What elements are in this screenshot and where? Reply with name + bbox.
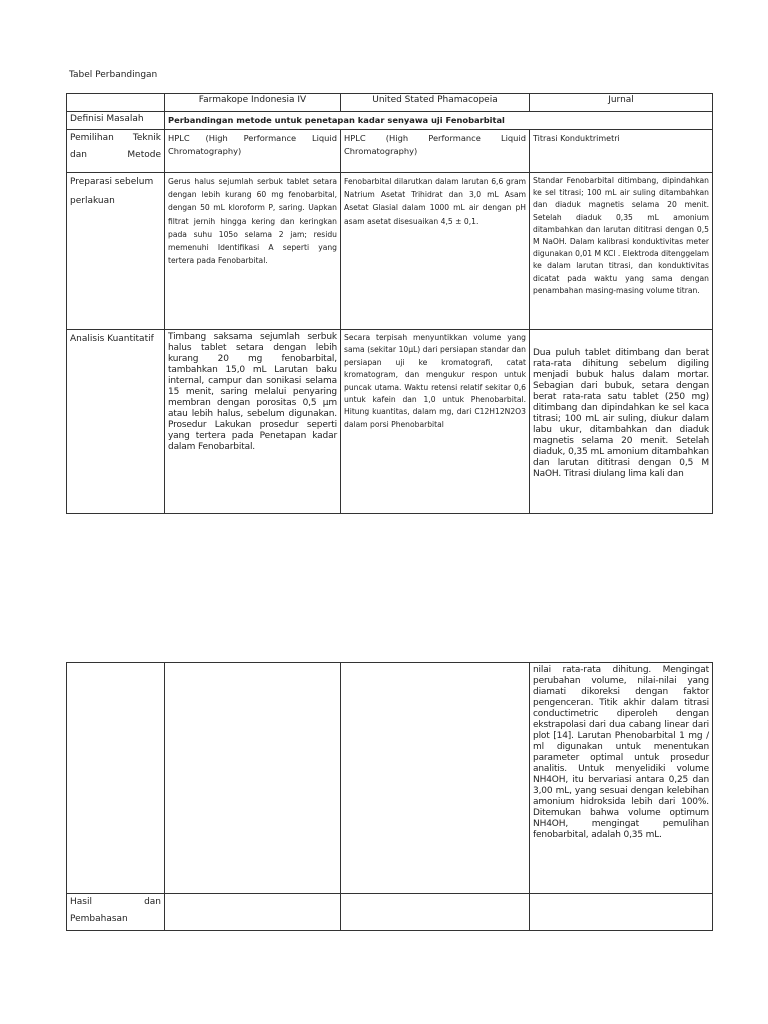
- analisis-fi: Timbang saksama sejumlah serbuk halus tablet setara dengan lebih kurang 20 mg fenobarbital, tambahkan 15,0 mL Larutan baku internal, campur dan sonikasi selama 15 menit, saring melalui penyaring membran dengan porositas 0,5 µm atau lebih halus, sebelum digunakan. Prosedur Lakukan prosedur seperti yang tertera pada Penetapan kadar dalam Fenobarbital.: [165, 330, 341, 514]
- label-hasil-text: Hasil dan Pembahasan: [70, 897, 161, 924]
- comparison-table-continued: [66, 662, 713, 931]
- hasil-jurnal-empty: [530, 894, 713, 931]
- pemilihan-usp: HPLC (High Performance Liquid Chromatography): [341, 130, 530, 173]
- lanjutan-jurnal: nilai rata-rata dihitung. Mengingat perubahan volume, nilai-nilai yang diamati dikoreksi dengan faktor pengenceran. Titik akhir dalam titrasi conductimetric diperoleh dengan ekstrapolasi dari dua cabang linear dari plot [14]. Larutan Phenobarbital 1 mg / ml digunakan untuk menentukan parameter optimal untuk prosedur analitis. Untuk menyelidiki volume NH4OH, itu bervariasi antara 0,25 dan 3,00 mL, yang sesuai dengan kelebihan amonium hidroksida lebih dari 100%. Ditemukan bahwa volume optimum NH4OH, mengingat pemulihan fenobarbital, adalah 0,35 mL.: [530, 663, 713, 894]
- row-definisi: [67, 112, 713, 130]
- pemilihan-fi: HPLC (High Performance Liquid Chromatography): [165, 130, 341, 173]
- label-pemilihan: [67, 130, 165, 173]
- row-pemilihan: [67, 130, 713, 173]
- definisi-text: Perbandingan metode untuk penetapan kadar senyawa uji Fenobarbital: [165, 112, 713, 130]
- comparison-table: [66, 93, 713, 514]
- lanjutan-fi-empty: [165, 663, 341, 894]
- preparasi-usp: Fenobarbital dilarutkan dalam larutan 6,6 gram Natrium Asetat Trihidrat dan 3,0 mL Asam Asetat Glasial dalam 1000 mL air dengan pH asam asetat disesuaikan 4,5 ± 0,1.: [341, 173, 530, 330]
- table-header-row: [67, 94, 713, 112]
- row-hasil: [67, 894, 713, 931]
- hasil-usp-empty: [341, 894, 530, 931]
- label-preparasi: Preparasi sebelum perlakuan: [67, 173, 165, 330]
- label-pemilihan-text: Pemilihan Teknik dan Metode: [70, 133, 161, 160]
- row-preparasi: [67, 173, 713, 330]
- analisis-usp: Secara terpisah menyuntikkan volume yang sama (sekitar 10µL) dari persiapan standar dan persiapan uji ke kromatografi, catat kromatogram, dan mengukur respon untuk puncak utama. Waktu retensi relatif sekitar 0,6 untuk kafein dan 1,0 untuk Phenobarbital. Hitung kuantitas, dalam mg, dari C12H12N2O3 dalam porsi Phenobarbital: [341, 330, 530, 514]
- lanjutan-label-empty: [67, 663, 165, 894]
- label-hasil: [67, 894, 165, 931]
- hasil-fi-empty: [165, 894, 341, 931]
- header-farmakope: Farmakope Indonesia IV: [165, 94, 341, 112]
- table-caption: Tabel Perbandingan: [69, 70, 158, 80]
- preparasi-jurnal: Standar Fenobarbital ditimbang, dipindahkan ke sel titrasi; 100 mL air suling ditambahkan dan diaduk magnetis selama 20 menit. Setelah diaduk 0,35 mL amonium ditambahkan dan larutan dititrasi dengan 0,5 M NaOH. Dalam kalibrasi konduktivitas meter digunakan 0,01 M KCl . Elektroda ditenggelam ke dalam larutan titrasi, dan konduktivitas dicatat pada waktu yang sama dengan penambahan masing-masing volume titran.: [530, 173, 713, 330]
- lanjutan-usp-empty: [341, 663, 530, 894]
- analisis-jurnal: Dua puluh tablet ditimbang dan berat rata-rata dihitung sebelum digiling menjadi bubuk halus dalam mortar. Sebagian dari bubuk, setara dengan berat rata-rata satu tablet (250 mg) ditimbang dan dipindahkan ke sel kaca titrasi; 100 mL air suling, diukur dalam labu ukur, ditambahkan dan diaduk magnetis selama 20 menit. Setelah diaduk, 0,35 mL amonium ditambahkan dan larutan dititrasi dengan 0,5 M NaOH. Titrasi diulang lima kali dan: [530, 330, 713, 514]
- header-jurnal: Jurnal: [530, 94, 713, 112]
- pemilihan-jurnal: Titrasi Konduktrimetri: [530, 130, 713, 173]
- preparasi-fi: Gerus halus sejumlah serbuk tablet setara dengan lebih kurang 60 mg fenobarbital, dengan 50 mL kloroform P, saring. Uapkan filtrat jernih hingga kering dan keringkan pada suhu 105o selama 2 jam; residu memenuhi Identifikasi A seperti yang tertera pada Fenobarbital.: [165, 173, 341, 330]
- row-lanjutan: [67, 663, 713, 894]
- label-analisis: Analisis Kuantitatif: [67, 330, 165, 514]
- header-empty: [67, 94, 165, 112]
- header-usp: United Stated Phamacopeia: [341, 94, 530, 112]
- row-analisis: [67, 330, 713, 514]
- label-definisi: Definisi Masalah: [67, 112, 165, 130]
